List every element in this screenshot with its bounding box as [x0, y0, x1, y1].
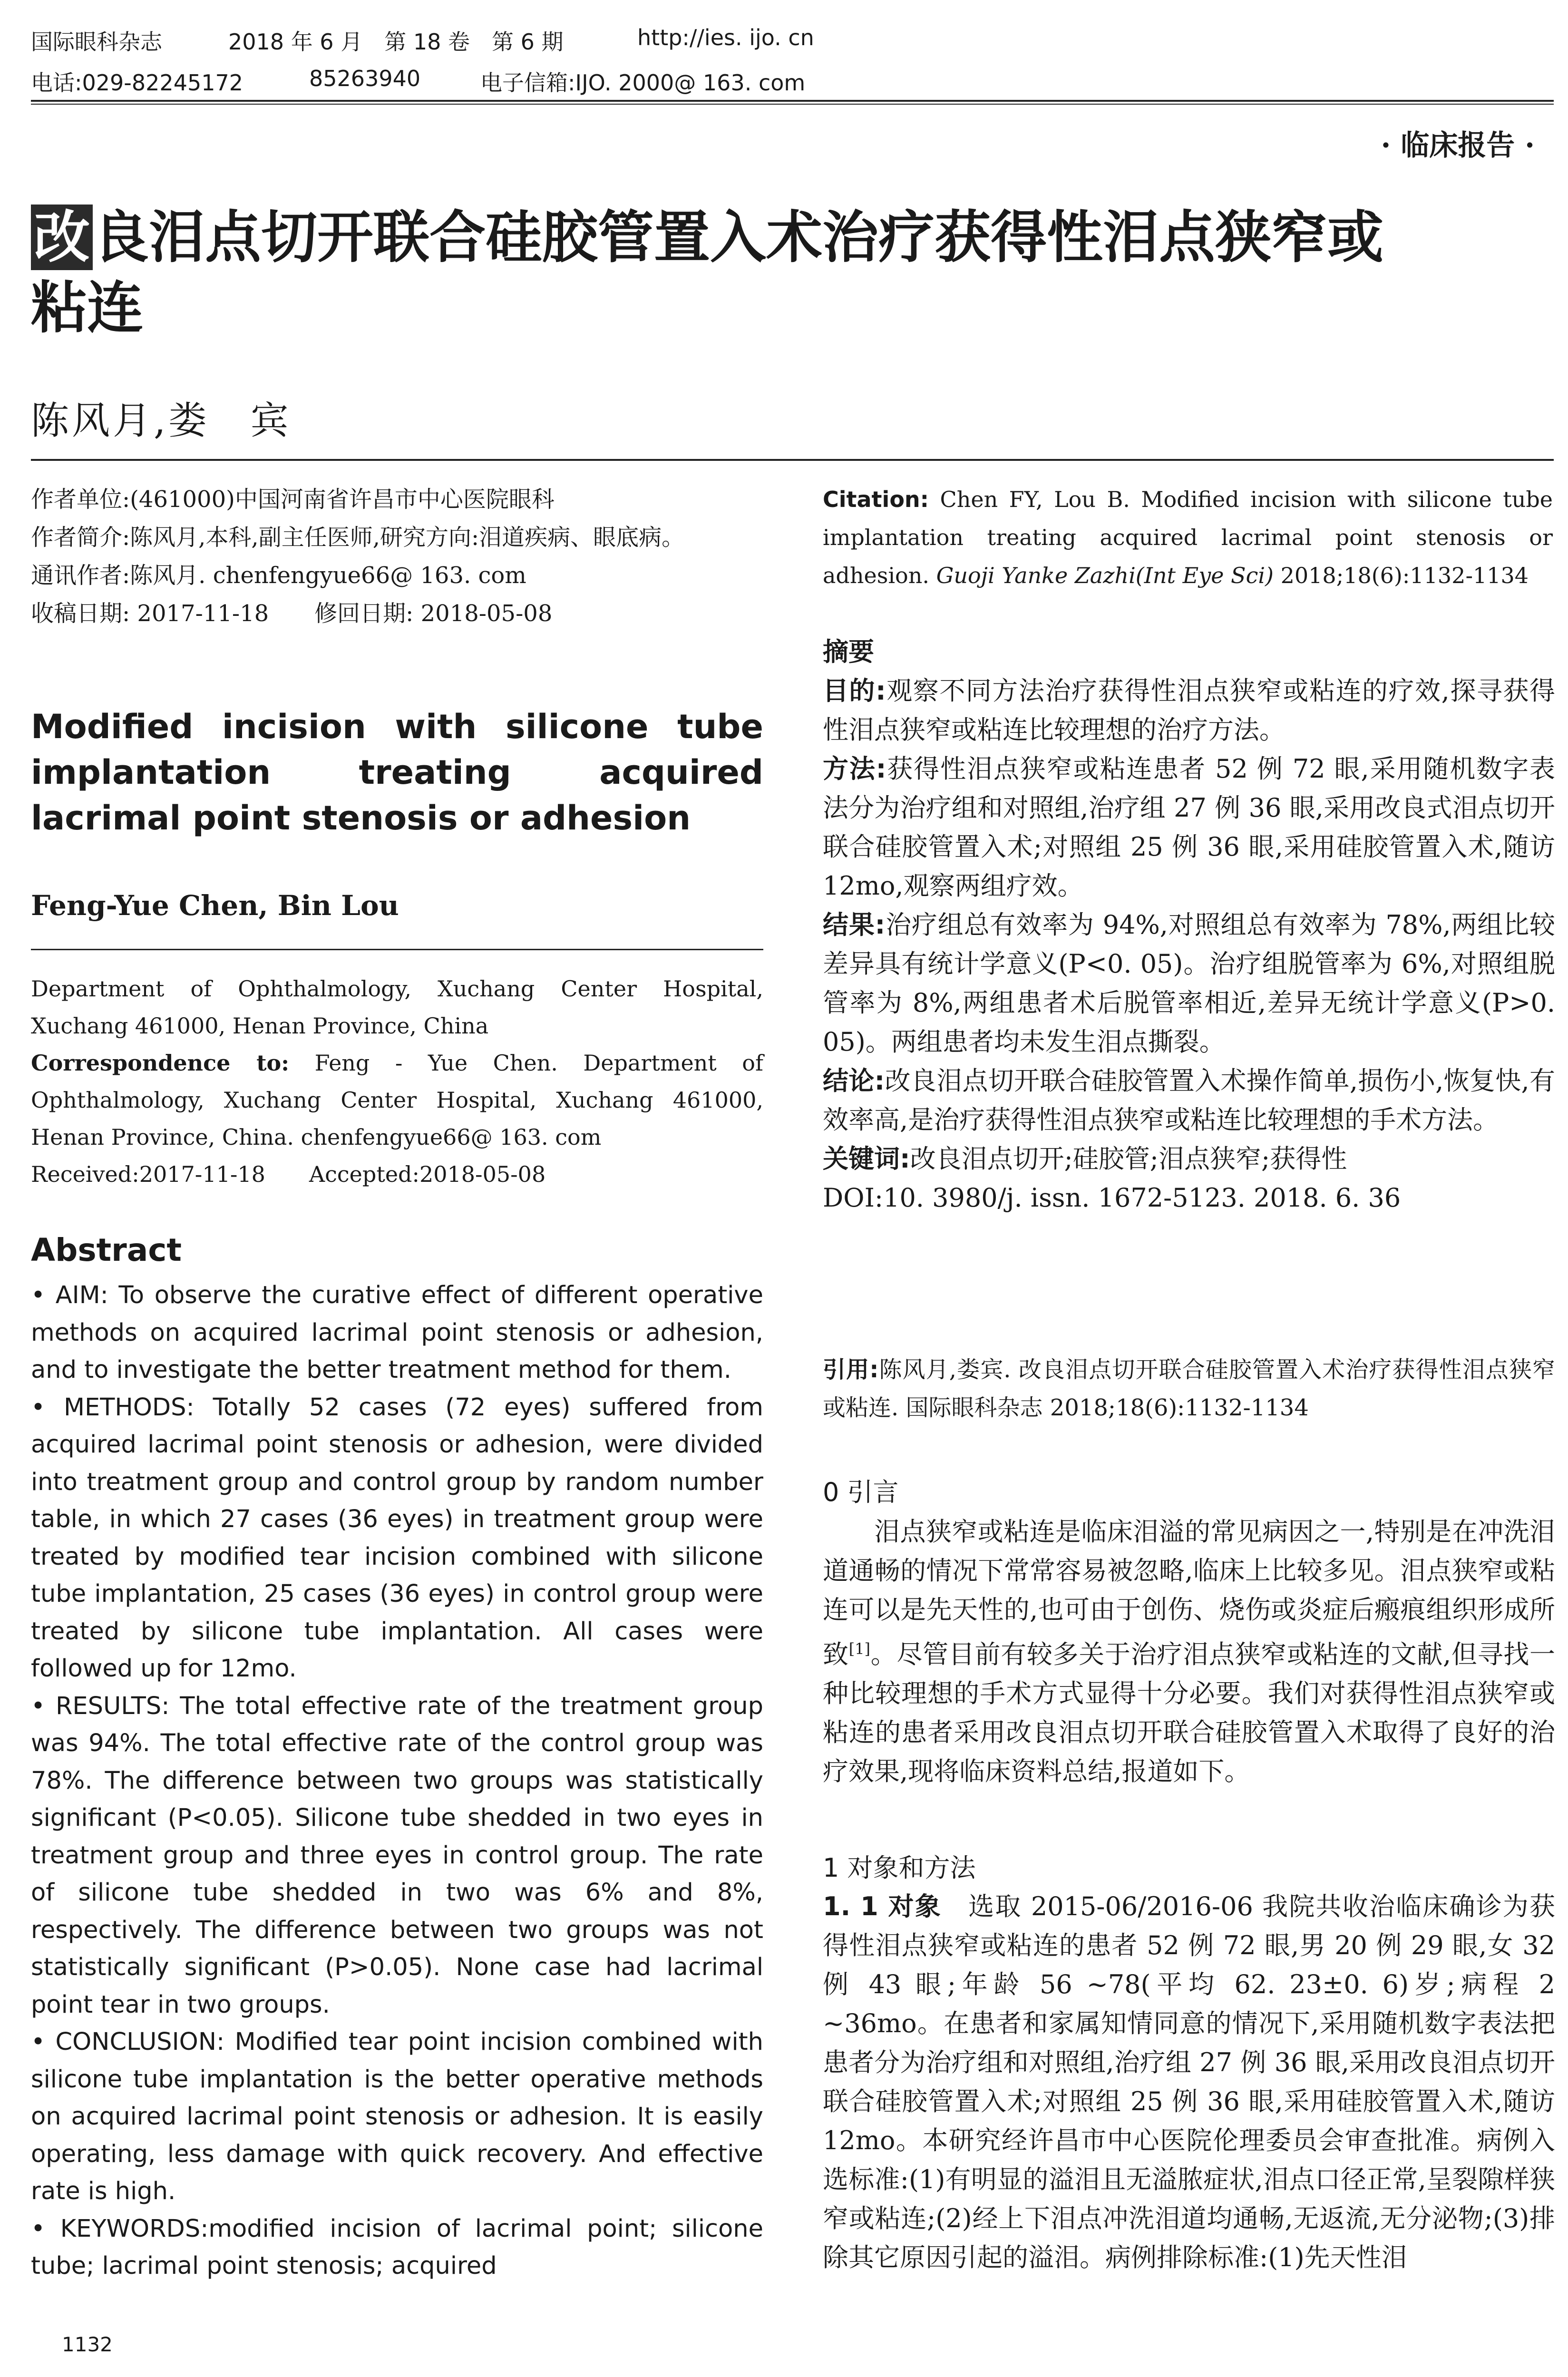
- correspondence-en: Correspondence to: Feng - Yue Chen. Department of Ophthalmology, Xuchang Center Hospital, Xuchang 461000, Henan Province, China. chenfengyue66@ 163. com: [31, 1050, 764, 1150]
- intro-body: 泪点狭窄或粘连是临床泪溢的常见病因之一,特别是在冲洗泪道通畅的情况下常常容易被忽略,临床上比较多见。泪点狭窄或粘连可以是先天性的,也可由于创伤、烧伤或炎症后瘢痕组织形成所致[1]。尽管目前有较多关于治疗泪点狭窄或粘连的文献,但寻找一种比较理想的手术方式显得十分必要。我们对获得性泪点狭窄或粘连的患者采用改良泪点切开联合硅胶管置入术取得了良好的治疗效果,现将临床资料总结,报道如下。: [823, 1517, 1555, 1786]
- journal-phone: 电话:029-82245172: [31, 70, 243, 96]
- doi[interactable]: DOI:10. 3980/j. issn. 1672-5123. 2018. 6. 36: [823, 1183, 1401, 1213]
- author-bio: 作者简介:陈风月,本科,副主任医师,研究方向:泪道疾病、眼底病。: [31, 524, 685, 551]
- journal-fax: 85263940: [309, 66, 421, 91]
- section-tag: · 临床报告 ·: [1381, 129, 1535, 162]
- author-meta: [31, 480, 761, 633]
- methods-body: 1. 1 对象 选取 2015-06/2016-06 我院共收治临床确诊为获得性泪点狭窄或粘连的患者 52 例 72 眼,男 20 例 29 眼,女 32 例 43 眼;年龄 56 ~78(平均 62. 23±0. 6)岁;病程 2 ~36mo。在患者和家属知情同意的情况下,采用随机数字表法把患者分为治疗组和对照组,治疗组 27 例 36 眼,采用改良泪点切开联合硅胶管置入术;对照组 25 例 36 眼,采用硅胶管置入术,随访 12mo。本研究经许昌市中心医院伦理委员会审查批准。病例入选标准:(1)有明显的溢泪且无溢脓症状,泪点口径正常,呈裂隙样狭窄或粘连;(2)经上下泪点冲洗泪道均通畅,无返流,无分泌物;(3)排除其它原因引起的溢泪。病例排除标准:(1)先天性泪: [823, 1891, 1555, 2272]
- abstract-cn: [823, 633, 1555, 1218]
- header-rule-thin: [31, 104, 1554, 105]
- citation-cn: 引用:陈风月,娄宾. 改良泪点切开联合硅胶管置入术治疗获得性泪点狭窄或粘连. 国际眼科杂志 2018;18(6):1132-1134: [823, 1356, 1555, 1421]
- title-first-char: 改: [31, 205, 93, 270]
- header-rule: [31, 100, 1554, 102]
- abstract-cn-heading: 摘要: [823, 637, 874, 667]
- abstract-cn-methods: 方法:获得性泪点狭窄或粘连患者 52 例 72 眼,采用随机数字表法分为治疗组和对照组,治疗组 27 例 36 眼,采用改良式泪点切开联合硅胶管置入术;对照组 25 例 36 眼,采用硅胶管置入术,随访 12mo,观察两组疗效。: [823, 754, 1555, 901]
- methods-heading: 1 对象和方法: [823, 1853, 976, 1883]
- ref-1[interactable]: [1]: [848, 1640, 871, 1658]
- abstract-methods: • METHODS: Totally 52 cases (72 eyes) suffered from acquired lacrimal point stenosis or adhesion, were divided into treatment group and control group by random number table, in which 27 cases (36 eyes) in treatment group were treated by modified tear incision combined with silicone tube implantation, 25 cases (36 eyes) in control group were treated by silicone tube implantation. All cases were followed up for 12mo.: [31, 1393, 763, 1683]
- abstract-cn-keywords: 关键词:改良泪点切开;硅胶管;泪点狭窄;获得性: [823, 1144, 1347, 1174]
- journal-email[interactable]: 电子信箱:IJO. 2000@ 163. com: [480, 70, 806, 96]
- abstract-keywords: • KEYWORDS:modified incision of lacrimal point; silicone tube; lacrimal point stenosis; acquired: [31, 2214, 763, 2280]
- authors-cn: 陈风月,娄 宾: [31, 399, 292, 443]
- author-unit: 作者单位:(461000)中国河南省许昌市中心医院眼科: [31, 486, 555, 513]
- abstract-cn-results: 结果:治疗组总有效率为 94%,对照组总有效率为 78%,两组比较差异具有统计学意义(P<0. 05)。治疗组脱管率为 6%,对照组脱管率为 8%,两组患者术后脱管率相近,差异无统计学意义(P>0. 05)。两组患者均未发生泪点撕裂。: [823, 910, 1555, 1057]
- page-number: 1132: [62, 2333, 113, 2356]
- intro-heading: 0 引言: [823, 1477, 899, 1507]
- correspondence-label: Correspondence to:: [31, 1050, 290, 1076]
- affiliation-en: Department of Ophthalmology, Xuchang Center Hospital, Xuchang 461000, Henan Province, China: [31, 976, 763, 1039]
- issue-info: 2018 年 6 月 第 18 卷 第 6 期: [228, 29, 564, 55]
- citation-label: Citation:: [823, 487, 929, 512]
- abstract-heading: Abstract: [31, 1232, 182, 1268]
- title-line2: 粘连: [31, 275, 144, 341]
- citation-cn-label: 引用:: [823, 1356, 879, 1383]
- dates-cn: 收稿日期: 2017-11-18 修回日期: 2018-05-08: [31, 600, 553, 627]
- authors-en: Feng-Yue Chen, Bin Lou: [31, 889, 399, 922]
- received-en: Received:2017-11-18 Accepted:2018-05-08: [31, 1161, 546, 1187]
- authors-rule: [31, 459, 1554, 461]
- title-line1: 良泪点切开联合硅胶管置入术治疗获得性泪点狭窄或: [93, 205, 1384, 270]
- methods-sub-label: 1. 1 对象: [823, 1891, 942, 1921]
- journal-url[interactable]: http://ies. ijo. cn: [637, 25, 814, 50]
- citation-en: Citation: Chen FY, Lou B. Modified incision with silicone tube implantation treating acquired lacrimal point stenosis or adhesion. Guoji Yanke Zazhi(Int Eye Sci) 2018;18(6):1132-1134: [823, 487, 1553, 588]
- abstract-aim: • AIM: To observe the curative effect of different operative methods on acquired lacrimal point stenosis or adhesion, and to investigate the better treatment method for them.: [31, 1281, 763, 1384]
- affiliation-block: [31, 970, 763, 1193]
- article-title-cn: [31, 202, 1558, 343]
- corresponding-author: 通讯作者:陈风月. chenfengyue66@ 163. com: [31, 562, 526, 589]
- abstract-cn-aim: 目的:观察不同方法治疗获得性泪点狭窄或粘连的疗效,探寻获得性泪点狭窄或粘连比较理想的治疗方法。: [823, 676, 1555, 745]
- abstract-en: [31, 1277, 763, 2285]
- citation-journal: Guoji Yanke Zazhi(Int Eye Sci): [936, 563, 1274, 588]
- journal-name: 国际眼科杂志: [31, 29, 162, 55]
- abstract-conclusion: • CONCLUSION: Modified tear point incision combined with silicone tube implantation is the better operative methods on acquired lacrimal point stenosis or adhesion. It is easily operating, less damage with quick recovery. And effective rate is high.: [31, 2028, 763, 2205]
- en-authors-rule: [31, 949, 763, 950]
- abstract-results: • RESULTS: The total effective rate of the treatment group was 94%. The total effective rate of the control group was 78%. The difference between two groups was statistically significant (P<0.05). Silicone tube shedded in two eyes in treatment group and three eyes in control group. The rate of silicone tube shedded in two was 6% and 8%, respectively. The difference between two groups was not statistically significant (P>0.05). None case had lacrimal point tear in two groups.: [31, 1692, 763, 2019]
- abstract-cn-conclusion: 结论:改良泪点切开联合硅胶管置入术操作简单,损伤小,恢复快,有效率高,是治疗获得性泪点狭窄或粘连比较理想的手术方法。: [823, 1066, 1555, 1135]
- article-title-en: Modified incision with silicone tube implantation treating acquired lacrimal point stenosis or adhesion: [31, 707, 763, 838]
